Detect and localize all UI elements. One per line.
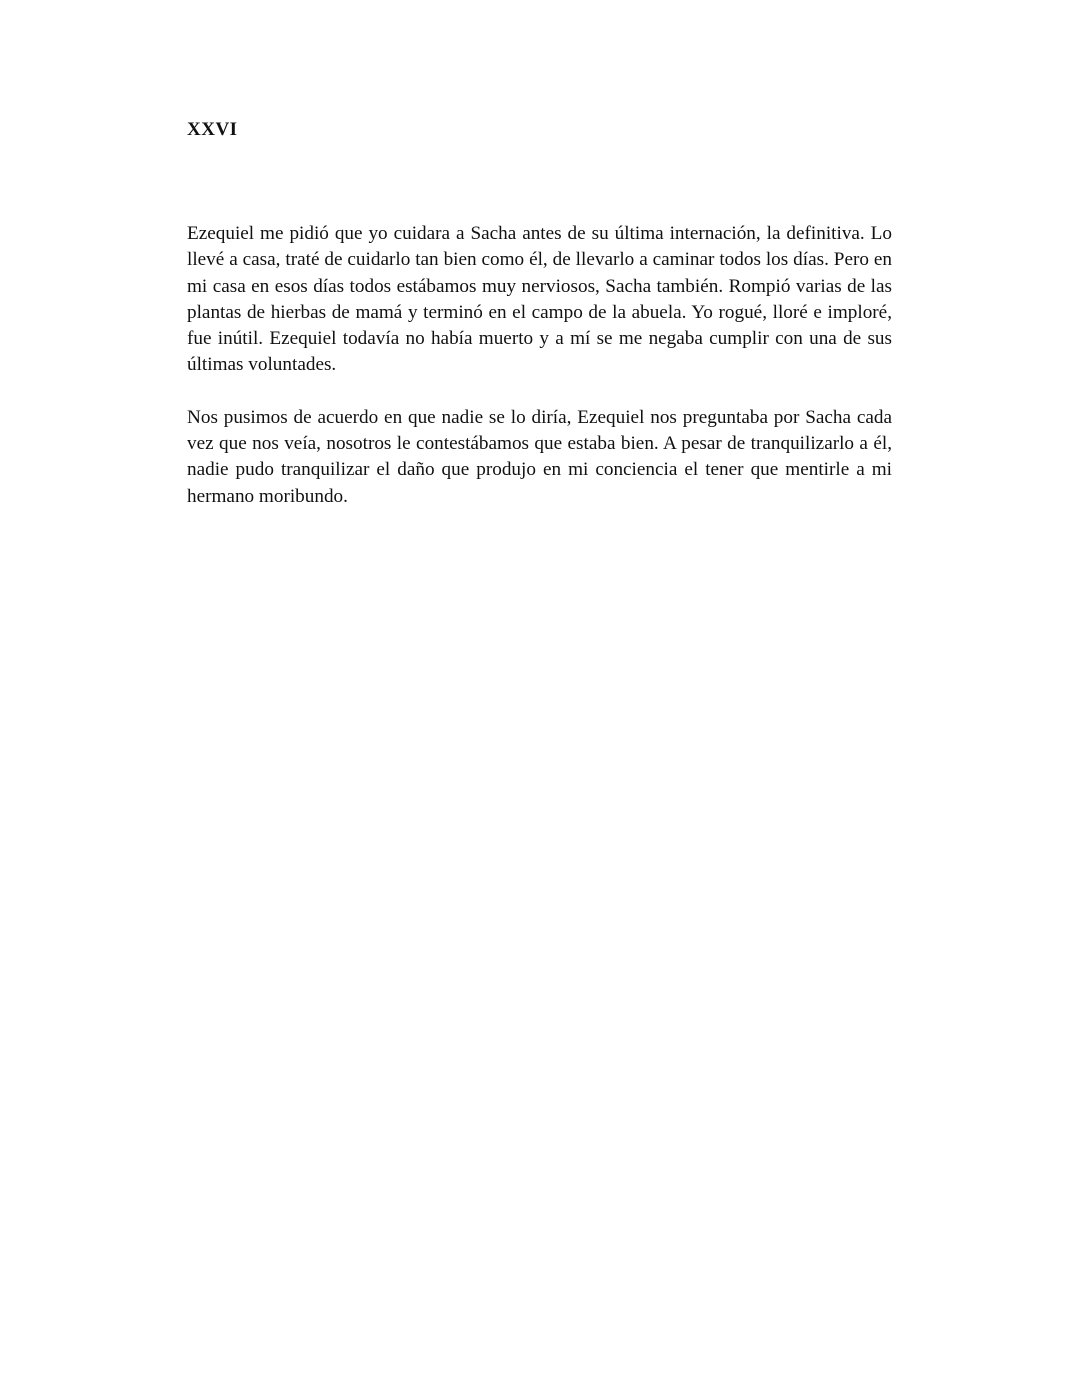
paragraph-2: Nos pusimos de acuerdo en que nadie se lo diría, Ezequiel nos preguntaba por Sacha cada vez que nos veía, nosotros le contestábamos que estaba bien. A pesar de tranquilizarlo a él, nadie pudo tranquilizar el daño que produjo en mi conciencia el tener que mentirle a mi hermano moribundo.	[187, 406, 892, 507]
body-text	[187, 221, 892, 536]
paragraph-1: Ezequiel me pidió que yo cuidara a Sacha antes de su última internación, la definitiva. Lo llevé a casa, traté de cuidarlo tan bien como él, de llevarlo a caminar todos los días. Pero en mi casa en esos días todos estábamos muy nerviosos, Sacha también. Rompió varias de las plantas de hierbas de mamá y terminó en el campo de la abuela. Yo rogué, lloré e imploré, fue inútil. Ezequiel todavía no había muerto y a mí se me negaba cumplir con una de sus últimas voluntades.	[187, 223, 892, 376]
chapter-title: XXVI	[187, 119, 238, 140]
